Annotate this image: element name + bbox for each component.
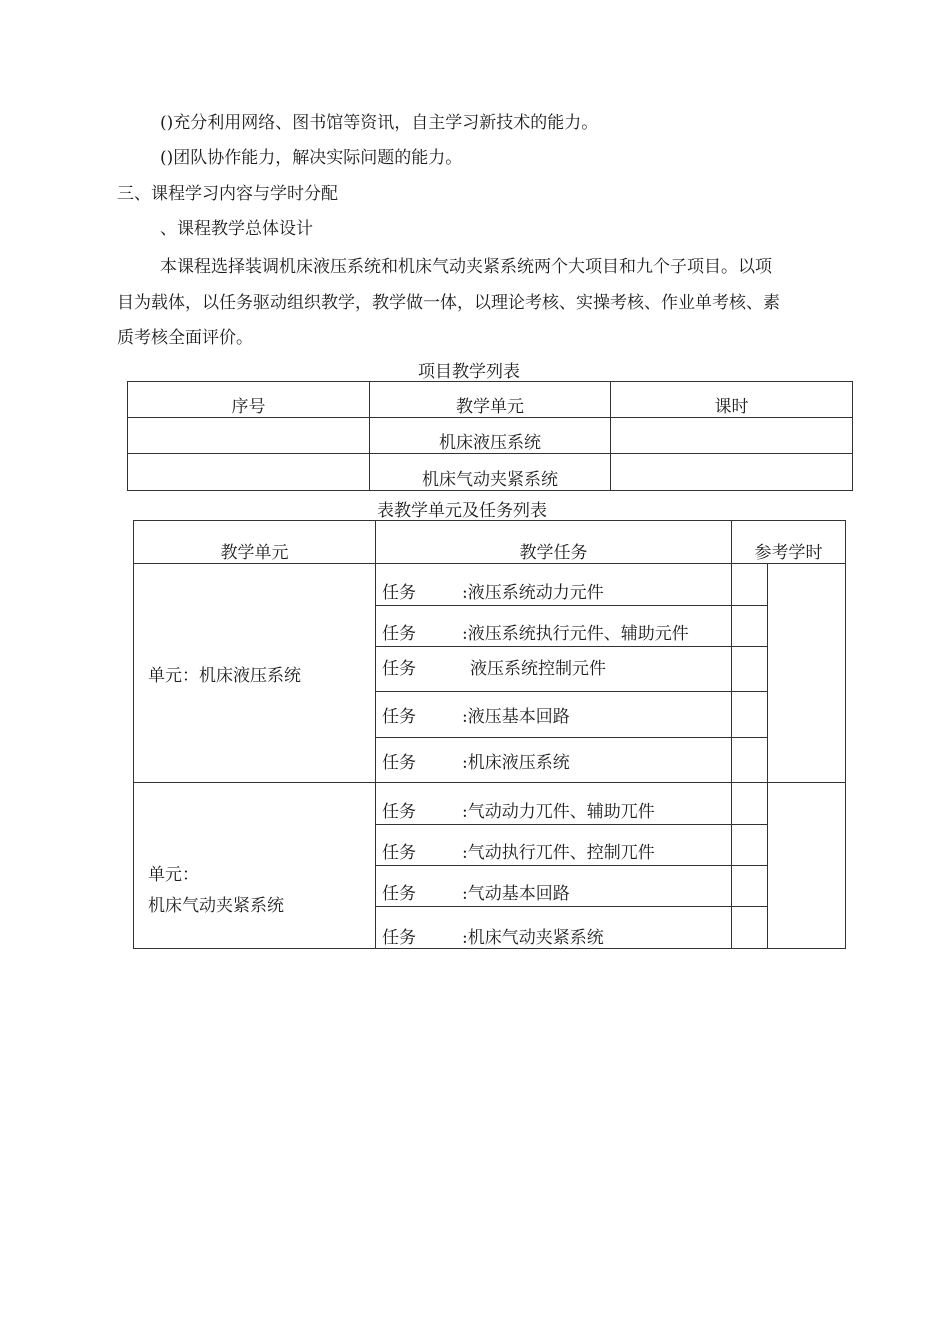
table-cell: [128, 418, 370, 454]
hours-cell: [768, 564, 846, 783]
header-cell: 参考学时: [732, 521, 846, 564]
task-list-cell: [376, 564, 768, 783]
body-line-1: 本课程选择装调机床液压系统和机床气动夹紧系统两个大项目和九个子项目。以项: [160, 257, 772, 277]
task-item: 任务 :液压系统动力元件: [382, 583, 604, 603]
table1-caption: 项目教学列表: [418, 362, 520, 382]
paragraph-self-learning: ()充分利用网络、图书馆等资讯，自主学习新技术的能力。: [160, 113, 599, 133]
table-header-row: [134, 521, 846, 564]
table-header-row: [128, 382, 853, 418]
table-cell: [128, 454, 370, 491]
unit-row-pneumatic: [134, 783, 846, 949]
unit-label-cell: 单元：机床液压系统: [134, 564, 376, 783]
table-cell: 机床液压系统: [370, 418, 611, 454]
task-item: 任务 :机床液压系统: [382, 753, 570, 773]
table-row: [128, 454, 853, 491]
task-item: 任务 :机床气动夹紧系统: [382, 928, 604, 948]
table2-caption: 表教学单元及任务列表: [377, 501, 547, 521]
task-item: 任务 :气动动力兀件、辅助兀件: [382, 802, 655, 822]
unit-task-table: [133, 520, 846, 949]
project-table: [127, 381, 853, 491]
section-heading: 三、课程学习内容与学时分配: [117, 184, 338, 204]
task-list-cell: [376, 783, 768, 949]
body-line-2: 目为载体，以任务驱动组织教学，教学做一体，以理论考核、实操考核、作业单考核、素: [117, 293, 780, 313]
paragraph-teamwork: ()团队协作能力，解决实际问题的能力。: [160, 148, 463, 168]
header-cell: 课时: [611, 382, 853, 418]
task-item: 任务 :液压基本回路: [382, 707, 570, 727]
task-item: 任务 液压系统控制元件: [382, 659, 606, 679]
task-item: 任务 :液压系统执行元件、辅助元件: [382, 624, 689, 644]
subsection-heading: 、课程教学总体设计: [160, 219, 313, 239]
header-cell: 教学单元: [370, 382, 611, 418]
task-item: 任务 :气动执行兀件、控制兀件: [382, 843, 655, 863]
table-row: [128, 418, 853, 454]
header-cell: 教学单元: [134, 521, 376, 564]
header-cell: 教学任务: [376, 521, 732, 564]
table-cell: [611, 454, 853, 491]
table-cell: 机床气动夹紧系统: [370, 454, 611, 491]
hours-cell: [768, 783, 846, 949]
unit-label-cell: 单元： 机床气动夹紧系统: [134, 783, 376, 949]
table-cell: [611, 418, 853, 454]
unit-row-hydraulic: [134, 564, 846, 783]
task-item: 任务 :气动基本回路: [382, 884, 570, 904]
header-cell: 序号: [128, 382, 370, 418]
body-line-3: 质考核全面评价。: [117, 328, 253, 348]
